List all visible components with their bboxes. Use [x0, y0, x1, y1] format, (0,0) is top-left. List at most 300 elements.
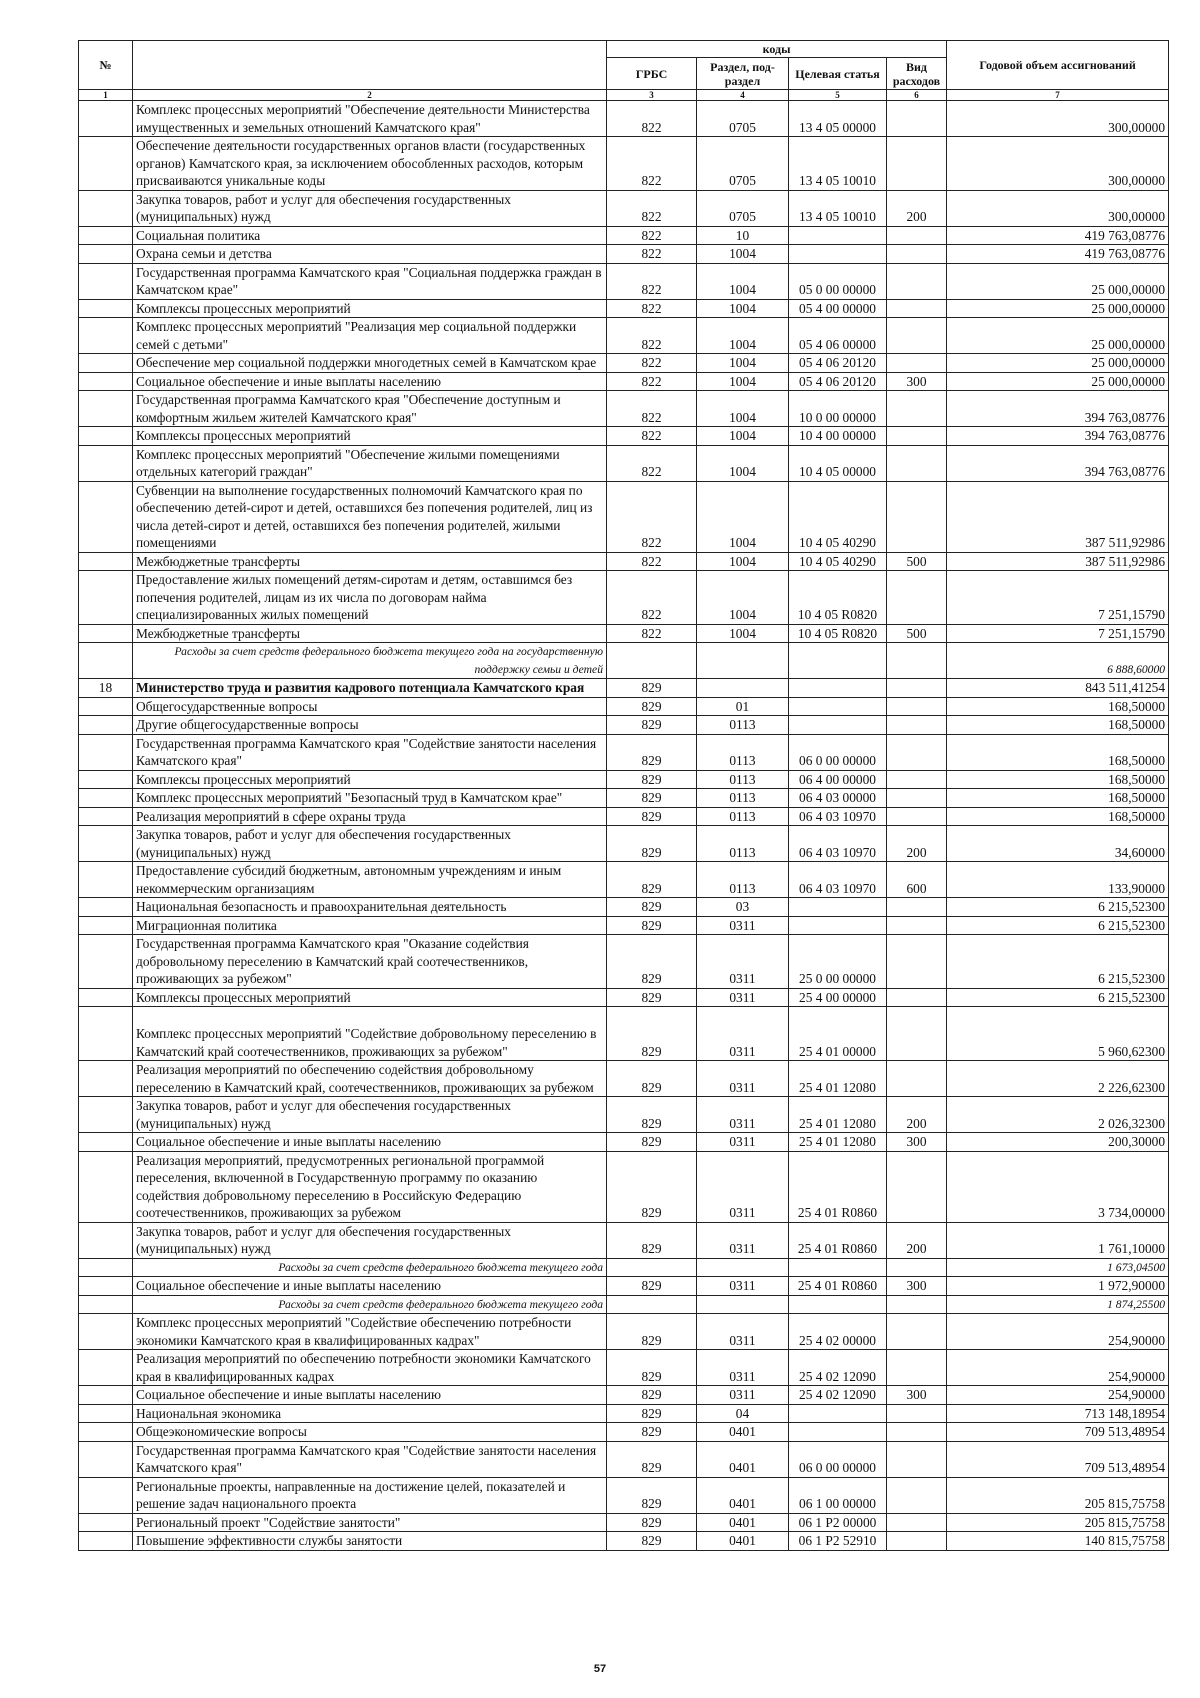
- table-row: [79, 807, 1169, 826]
- col-number: 7: [947, 90, 1169, 101]
- row-number: [79, 697, 133, 716]
- row-sum: 205 815,75758: [947, 1513, 1169, 1532]
- row-sum: 709 513,48954: [947, 1441, 1169, 1477]
- row-section: 0311: [697, 1222, 789, 1258]
- row-kind: [887, 299, 947, 318]
- row-name: Расходы за счет средств федерального бюджета текущего года на государственную поддержку семьи и детей: [133, 643, 607, 679]
- row-grbs: 822: [607, 372, 697, 391]
- row-sum: 2 226,62300: [947, 1061, 1169, 1097]
- row-name: Государственная программа Камчатского края "Обеспечение доступным и комфортным жильем жителей Камчатского края": [133, 391, 607, 427]
- row-kind: [887, 734, 947, 770]
- row-grbs: 829: [607, 1350, 697, 1386]
- row-number: [79, 1386, 133, 1405]
- row-name: Расходы за счет средств федерального бюджета текущего года: [133, 1295, 607, 1314]
- table-row: [79, 391, 1169, 427]
- row-target: 06 1 P2 00000: [789, 1513, 887, 1532]
- row-kind: 200: [887, 1097, 947, 1133]
- row-grbs: 829: [607, 988, 697, 1007]
- row-grbs: 822: [607, 481, 697, 552]
- row-name: Миграционная политика: [133, 916, 607, 935]
- row-name: Комплекс процессных мероприятий "Обеспечение деятельности Министерства имущественных и земельных отношений Камчатского края": [133, 101, 607, 137]
- row-section: 1004: [697, 571, 789, 625]
- row-name: Комплекс процессных мероприятий "Содействие обеспечению потребности экономики Камчатского края в квалифицированных кадрах": [133, 1314, 607, 1350]
- row-sum: 709 513,48954: [947, 1423, 1169, 1442]
- row-target: 25 4 01 R0860: [789, 1222, 887, 1258]
- row-target: 25 0 00 00000: [789, 935, 887, 989]
- row-section: 01: [697, 697, 789, 716]
- row-number: [79, 1350, 133, 1386]
- table-row: [79, 1097, 1169, 1133]
- row-name: Комплекс процессных мероприятий "Содействие добровольному переселению в Камчатский край соотечественников, проживающих за рубежом": [133, 1007, 607, 1061]
- row-target: 13 4 05 00000: [789, 101, 887, 137]
- row-name: Социальное обеспечение и иные выплаты населению: [133, 1133, 607, 1152]
- row-target: 06 1 P2 52910: [789, 1532, 887, 1551]
- row-kind: [887, 1151, 947, 1222]
- table-row: [79, 1314, 1169, 1350]
- row-section: 1004: [697, 354, 789, 373]
- row-sum: 25 000,00000: [947, 372, 1169, 391]
- row-kind: [887, 226, 947, 245]
- row-name: Комплексы процессных мероприятий: [133, 988, 607, 1007]
- row-section: 10: [697, 226, 789, 245]
- row-section: 0311: [697, 1350, 789, 1386]
- table-row: [79, 1277, 1169, 1296]
- row-kind: [887, 935, 947, 989]
- table-row: [79, 916, 1169, 935]
- row-grbs: 822: [607, 101, 697, 137]
- row-sum: 387 511,92986: [947, 552, 1169, 571]
- row-grbs: 822: [607, 299, 697, 318]
- row-name: Национальная безопасность и правоохранительная деятельность: [133, 898, 607, 917]
- row-section: 0113: [697, 716, 789, 735]
- row-number: [79, 789, 133, 808]
- col-number: 2: [133, 90, 607, 101]
- row-number: [79, 445, 133, 481]
- header-target: Целевая статья: [789, 58, 887, 90]
- row-sum: 300,00000: [947, 137, 1169, 191]
- row-kind: [887, 1295, 947, 1314]
- row-number: [79, 935, 133, 989]
- row-kind: 200: [887, 190, 947, 226]
- row-target: 25 4 02 12090: [789, 1350, 887, 1386]
- row-sum: 168,50000: [947, 807, 1169, 826]
- row-kind: [887, 643, 947, 679]
- row-number: [79, 552, 133, 571]
- row-section: 1004: [697, 445, 789, 481]
- row-name: Закупка товаров, работ и услуг для обеспечения государственных (муниципальных) нужд: [133, 1222, 607, 1258]
- row-kind: [887, 445, 947, 481]
- row-number: [79, 263, 133, 299]
- row-name: Охрана семьи и детства: [133, 245, 607, 264]
- row-number: [79, 1061, 133, 1097]
- row-kind: [887, 354, 947, 373]
- row-name: Социальное обеспечение и иные выплаты населению: [133, 1386, 607, 1405]
- row-grbs: 822: [607, 552, 697, 571]
- header-codes: коды: [607, 41, 947, 58]
- row-section: 0113: [697, 862, 789, 898]
- row-sum: 168,50000: [947, 716, 1169, 735]
- row-target: 10 4 05 40290: [789, 481, 887, 552]
- row-sum: 6 215,52300: [947, 898, 1169, 917]
- row-name: Межбюджетные трансферты: [133, 552, 607, 571]
- header-section: Раздел, под-раздел: [697, 58, 789, 90]
- row-number: [79, 1133, 133, 1152]
- row-kind: [887, 988, 947, 1007]
- row-grbs: 829: [607, 1386, 697, 1405]
- row-grbs: 829: [607, 1477, 697, 1513]
- table-row: [79, 862, 1169, 898]
- row-target: 06 0 00 00000: [789, 734, 887, 770]
- row-kind: [887, 697, 947, 716]
- row-name: Министерство труда и развития кадрового потенциала Камчатского края: [133, 679, 607, 698]
- row-sum: 254,90000: [947, 1386, 1169, 1405]
- row-sum: 254,90000: [947, 1314, 1169, 1350]
- row-number: [79, 1404, 133, 1423]
- row-kind: [887, 1477, 947, 1513]
- row-target: [789, 679, 887, 698]
- table-row: [79, 1007, 1169, 1061]
- table-row: [79, 299, 1169, 318]
- row-sum: 6 215,52300: [947, 935, 1169, 989]
- table-row: [79, 318, 1169, 354]
- row-name: Предоставление субсидий бюджетным, автономным учреждениям и иным некоммерческим организациям: [133, 862, 607, 898]
- table-row: [79, 1441, 1169, 1477]
- row-target: 25 4 00 00000: [789, 988, 887, 1007]
- row-grbs: 829: [607, 679, 697, 698]
- row-target: 25 4 02 12090: [789, 1386, 887, 1405]
- row-name: Реализация мероприятий по обеспечению содействия добровольному переселению в Камчатский край, соотечественников, проживающих за рубежом: [133, 1061, 607, 1097]
- row-grbs: 822: [607, 245, 697, 264]
- table-row: [79, 354, 1169, 373]
- row-kind: [887, 101, 947, 137]
- row-grbs: 829: [607, 770, 697, 789]
- row-kind: [887, 789, 947, 808]
- table-row: [79, 445, 1169, 481]
- row-kind: [887, 1441, 947, 1477]
- table-row: [79, 716, 1169, 735]
- row-kind: [887, 571, 947, 625]
- row-number: [79, 571, 133, 625]
- table-row: [79, 1295, 1169, 1314]
- row-number: [79, 1513, 133, 1532]
- row-section: 0311: [697, 988, 789, 1007]
- row-target: [789, 1258, 887, 1277]
- row-sum: 1 972,90000: [947, 1277, 1169, 1296]
- row-kind: [887, 1513, 947, 1532]
- row-grbs: 829: [607, 1133, 697, 1152]
- row-grbs: 829: [607, 1314, 697, 1350]
- row-name: Государственная программа Камчатского края "Содействие занятости населения Камчатского края": [133, 1441, 607, 1477]
- table-row: [79, 1350, 1169, 1386]
- row-number: [79, 807, 133, 826]
- row-sum: 6 215,52300: [947, 988, 1169, 1007]
- table-row: [79, 734, 1169, 770]
- row-section: 0401: [697, 1513, 789, 1532]
- row-target: 06 4 00 00000: [789, 770, 887, 789]
- row-grbs: 829: [607, 1277, 697, 1296]
- row-grbs: 829: [607, 1222, 697, 1258]
- row-kind: [887, 137, 947, 191]
- row-kind: [887, 770, 947, 789]
- row-number: [79, 862, 133, 898]
- row-name: Комплексы процессных мероприятий: [133, 299, 607, 318]
- table-row: [79, 101, 1169, 137]
- row-name: Закупка товаров, работ и услуг для обеспечения государственных (муниципальных) нужд: [133, 190, 607, 226]
- row-grbs: 829: [607, 1404, 697, 1423]
- row-section: 1004: [697, 372, 789, 391]
- row-target: 10 4 00 00000: [789, 427, 887, 446]
- col-number: 1: [79, 90, 133, 101]
- row-target: [789, 898, 887, 917]
- row-number: [79, 137, 133, 191]
- row-section: 0113: [697, 807, 789, 826]
- row-number: [79, 190, 133, 226]
- row-grbs: 822: [607, 318, 697, 354]
- row-number: [79, 770, 133, 789]
- row-section: 03: [697, 898, 789, 917]
- table-row: [79, 245, 1169, 264]
- row-name: Социальное обеспечение и иные выплаты населению: [133, 372, 607, 391]
- table-row: [79, 226, 1169, 245]
- row-sum: 394 763,08776: [947, 445, 1169, 481]
- row-number: [79, 988, 133, 1007]
- row-kind: [887, 898, 947, 917]
- row-section: 04: [697, 1404, 789, 1423]
- row-number: [79, 643, 133, 679]
- row-name: Региональный проект "Содействие занятости": [133, 1513, 607, 1532]
- row-sum: 168,50000: [947, 770, 1169, 789]
- row-number: [79, 1151, 133, 1222]
- table-row: [79, 481, 1169, 552]
- row-target: 06 4 03 10970: [789, 826, 887, 862]
- row-number: [79, 1532, 133, 1551]
- table-row: [79, 427, 1169, 446]
- row-sum: 25 000,00000: [947, 263, 1169, 299]
- row-name: Государственная программа Камчатского края "Содействие занятости населения Камчатского края": [133, 734, 607, 770]
- row-sum: 140 815,75758: [947, 1532, 1169, 1551]
- col-number: 5: [789, 90, 887, 101]
- row-section: 1004: [697, 299, 789, 318]
- row-number: [79, 1314, 133, 1350]
- row-section: 0311: [697, 1277, 789, 1296]
- row-sum: 713 148,18954: [947, 1404, 1169, 1423]
- row-grbs: 822: [607, 263, 697, 299]
- row-grbs: 829: [607, 862, 697, 898]
- row-sum: 6 888,60000: [947, 643, 1169, 679]
- row-kind: [887, 1007, 947, 1061]
- row-kind: 600: [887, 862, 947, 898]
- row-sum: 300,00000: [947, 190, 1169, 226]
- row-grbs: 829: [607, 1151, 697, 1222]
- row-section: 0705: [697, 190, 789, 226]
- row-target: [789, 916, 887, 935]
- row-grbs: 822: [607, 445, 697, 481]
- row-target: [789, 1423, 887, 1442]
- row-section: 0311: [697, 1007, 789, 1061]
- row-sum: 254,90000: [947, 1350, 1169, 1386]
- row-grbs: 822: [607, 226, 697, 245]
- row-target: [789, 643, 887, 679]
- row-number: [79, 101, 133, 137]
- row-sum: 394 763,08776: [947, 427, 1169, 446]
- row-number: [79, 1295, 133, 1314]
- table-row: [79, 1513, 1169, 1532]
- row-number: [79, 734, 133, 770]
- row-target: 25 4 01 12080: [789, 1061, 887, 1097]
- row-number: 18: [79, 679, 133, 698]
- row-target: [789, 1295, 887, 1314]
- row-section: 0113: [697, 789, 789, 808]
- row-number: [79, 624, 133, 643]
- row-target: 06 1 00 00000: [789, 1477, 887, 1513]
- row-section: 0311: [697, 1151, 789, 1222]
- table-row: [79, 1423, 1169, 1442]
- row-name: Комплекс процессных мероприятий "Безопасный труд в Камчатском крае": [133, 789, 607, 808]
- row-sum: 7 251,15790: [947, 571, 1169, 625]
- row-kind: [887, 245, 947, 264]
- row-sum: 843 511,41254: [947, 679, 1169, 698]
- row-sum: 25 000,00000: [947, 318, 1169, 354]
- row-grbs: 829: [607, 1513, 697, 1532]
- row-sum: 387 511,92986: [947, 481, 1169, 552]
- row-name: Общеэкономические вопросы: [133, 1423, 607, 1442]
- row-name: Комплекс процессных мероприятий "Реализация мер социальной поддержки семей с детьми": [133, 318, 607, 354]
- table-row: [79, 1258, 1169, 1277]
- row-name: Социальная политика: [133, 226, 607, 245]
- row-target: 06 0 00 00000: [789, 1441, 887, 1477]
- row-grbs: 829: [607, 826, 697, 862]
- row-target: 10 4 05 R0820: [789, 624, 887, 643]
- row-target: [789, 226, 887, 245]
- row-target: 25 4 01 00000: [789, 1007, 887, 1061]
- row-section: 0705: [697, 101, 789, 137]
- row-section: 1004: [697, 624, 789, 643]
- row-number: [79, 916, 133, 935]
- row-kind: [887, 1314, 947, 1350]
- row-name: Реализация мероприятий в сфере охраны труда: [133, 807, 607, 826]
- row-section: 0311: [697, 1314, 789, 1350]
- row-sum: 300,00000: [947, 101, 1169, 137]
- row-target: [789, 1404, 887, 1423]
- table-row: [79, 571, 1169, 625]
- row-grbs: 829: [607, 716, 697, 735]
- row-target: [789, 245, 887, 264]
- row-grbs: 822: [607, 427, 697, 446]
- table-row: [79, 1477, 1169, 1513]
- row-kind: [887, 391, 947, 427]
- row-name: Субвенции на выполнение государственных полномочий Камчатского края по обеспечению детей-сирот и детей, оставшихся без попечения родителей, лиц из числа детей-сирот и детей, оставшихся без попечения родителей, жилыми помещениями: [133, 481, 607, 552]
- row-target: 13 4 05 10010: [789, 137, 887, 191]
- row-target: 25 4 01 R0860: [789, 1151, 887, 1222]
- table-body: [79, 101, 1169, 1551]
- row-kind: [887, 427, 947, 446]
- row-number: [79, 1222, 133, 1258]
- row-kind: [887, 481, 947, 552]
- row-section: 1004: [697, 552, 789, 571]
- row-grbs: 829: [607, 935, 697, 989]
- row-name: Обеспечение мер социальной поддержки многодетных семей в Камчатском крае: [133, 354, 607, 373]
- row-number: [79, 1441, 133, 1477]
- row-target: 10 0 00 00000: [789, 391, 887, 427]
- row-kind: 300: [887, 372, 947, 391]
- row-grbs: 822: [607, 354, 697, 373]
- row-sum: 200,30000: [947, 1133, 1169, 1152]
- row-kind: [887, 1532, 947, 1551]
- row-target: 05 4 06 20120: [789, 372, 887, 391]
- row-sum: 3 734,00000: [947, 1151, 1169, 1222]
- header-column-numbers: [79, 90, 1169, 101]
- row-section: 0401: [697, 1477, 789, 1513]
- row-number: [79, 481, 133, 552]
- row-section: 0311: [697, 1133, 789, 1152]
- row-grbs: 829: [607, 1532, 697, 1551]
- row-grbs: [607, 1295, 697, 1314]
- row-grbs: 822: [607, 190, 697, 226]
- row-grbs: [607, 1258, 697, 1277]
- row-section: 1004: [697, 245, 789, 264]
- row-sum: 205 815,75758: [947, 1477, 1169, 1513]
- row-kind: 300: [887, 1277, 947, 1296]
- row-number: [79, 372, 133, 391]
- row-section: [697, 1258, 789, 1277]
- row-grbs: 822: [607, 571, 697, 625]
- row-sum: 168,50000: [947, 734, 1169, 770]
- row-name: Предоставление жилых помещений детям-сиротам и детям, оставшимся без попечения родителей, лицам из их числа по договорам найма специализированных жилых помещений: [133, 571, 607, 625]
- row-target: 10 4 05 00000: [789, 445, 887, 481]
- row-number: [79, 1423, 133, 1442]
- row-target: [789, 716, 887, 735]
- row-kind: 200: [887, 826, 947, 862]
- row-target: 10 4 05 40290: [789, 552, 887, 571]
- row-target: 25 4 01 R0860: [789, 1277, 887, 1296]
- table-row: [79, 679, 1169, 698]
- row-target: [789, 697, 887, 716]
- row-kind: 300: [887, 1386, 947, 1405]
- row-name: Региональные проекты, направленные на достижение целей, показателей и решение задач национального проекта: [133, 1477, 607, 1513]
- table-row: [79, 789, 1169, 808]
- row-grbs: 829: [607, 1441, 697, 1477]
- budget-table: [78, 40, 1169, 1551]
- table-row: [79, 898, 1169, 917]
- row-kind: 300: [887, 1133, 947, 1152]
- row-sum: 6 215,52300: [947, 916, 1169, 935]
- row-name: Социальное обеспечение и иные выплаты населению: [133, 1277, 607, 1296]
- row-grbs: 829: [607, 1007, 697, 1061]
- row-section: 0705: [697, 137, 789, 191]
- row-name: Государственная программа Камчатского края "Оказание содействия добровольному переселению в Камчатский край соотечественников, проживающих за рубежом": [133, 935, 607, 989]
- row-section: [697, 1295, 789, 1314]
- row-name: Реализация мероприятий по обеспечению потребности экономики Камчатского края в квалифицированных кадрах: [133, 1350, 607, 1386]
- row-grbs: 829: [607, 807, 697, 826]
- row-kind: [887, 916, 947, 935]
- row-section: 1004: [697, 427, 789, 446]
- row-name: Обеспечение деятельности государственных органов власти (государственных органов) Камчатского края, за исключением обособленных расходов, которым присваиваются уникальные коды: [133, 137, 607, 191]
- row-number: [79, 245, 133, 264]
- row-name: Реализация мероприятий, предусмотренных региональной программой переселения, включенной в Государственную программу по оказанию содействия добровольному переселению в Российскую Федерацию соотечественников, проживающих за рубежом: [133, 1151, 607, 1222]
- table-row: [79, 552, 1169, 571]
- row-sum: 2 026,32300: [947, 1097, 1169, 1133]
- col-number: 3: [607, 90, 697, 101]
- row-target: 25 4 01 12080: [789, 1097, 887, 1133]
- row-grbs: 829: [607, 1061, 697, 1097]
- table-row: [79, 1532, 1169, 1551]
- row-number: [79, 1097, 133, 1133]
- row-section: 0401: [697, 1441, 789, 1477]
- row-target: 05 4 06 20120: [789, 354, 887, 373]
- col-number: 4: [697, 90, 789, 101]
- row-number: [79, 391, 133, 427]
- row-sum: 133,90000: [947, 862, 1169, 898]
